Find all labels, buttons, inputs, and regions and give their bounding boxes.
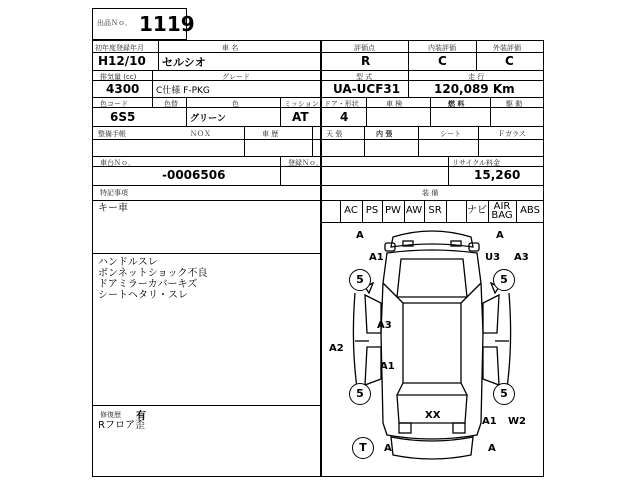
lot-box (92, 8, 195, 40)
note-line: ボンネットショック不良 (98, 268, 208, 279)
displacement-label: 排気量 (cc) (100, 73, 137, 81)
nox-label: ＮＯＸ (190, 130, 211, 138)
notes-list (98, 257, 208, 301)
grid-line (408, 40, 409, 70)
notes-label: 特記事項 (100, 189, 128, 197)
equip-blank (446, 201, 466, 221)
mileage-value: 120,089 Km (434, 82, 515, 96)
mileage-label: 走 行 (468, 73, 485, 81)
grid-line (92, 70, 544, 71)
damage-rear-right: A (488, 443, 496, 454)
damage-rear-left: A (384, 443, 392, 454)
equip-abs: ABS (520, 205, 540, 216)
equip-navi: ナビ (467, 205, 487, 216)
equip-airbag: AIR BAG (491, 201, 513, 221)
history-label: 車 歴 (262, 130, 279, 138)
tire-front-left: 5 (349, 269, 371, 291)
grid-line (448, 156, 449, 185)
score-value: R (361, 54, 371, 68)
grid-line (244, 126, 245, 156)
model-label: 型 式 (356, 73, 373, 81)
grid-line (418, 126, 419, 156)
grid-line (312, 126, 313, 156)
color-code-value: 6S5 (110, 110, 136, 124)
repair-label: 修復歴 (100, 411, 121, 419)
equip-ac: AC (344, 205, 358, 216)
grid-line (280, 97, 281, 126)
recycle-value: 15,260 (474, 168, 521, 182)
repair-detail: Rフロア歪 (98, 420, 145, 431)
interior-score-value: C (438, 54, 447, 68)
grid-line (478, 126, 479, 156)
damage-rear-right-a1: A1 (482, 416, 497, 427)
car-diagram (321, 223, 543, 476)
exterior-score-label: 外装評価 (493, 44, 521, 52)
note-line: ハンドルスレ (98, 257, 158, 268)
first-reg-label: 初年度登録年月 (95, 44, 144, 52)
color-value: グリーン (190, 114, 226, 124)
grid-line (476, 40, 477, 70)
car-name-label: 車 名 (222, 44, 239, 52)
inspection-label: 車 検 (386, 100, 403, 108)
grid-line (92, 156, 544, 157)
drive-label: 駆 動 (506, 100, 523, 108)
first-reg-value: H12/10 (98, 54, 146, 68)
color-code-label: 色コード (100, 100, 128, 108)
chassis-label: 車台Ｎｏ． (100, 159, 135, 167)
grid-line (364, 126, 365, 156)
grid-line (490, 97, 491, 126)
damage-left-front-door: A3 (377, 320, 392, 331)
damage-right-fender-a3: A3 (514, 252, 529, 263)
grid-line (158, 40, 159, 70)
damage-front-left: A (356, 230, 364, 241)
mission-value: AT (292, 110, 309, 124)
grid-line (92, 405, 320, 406)
grid-line (152, 70, 153, 107)
exterior-score-value: C (505, 54, 514, 68)
chassis-value: -0006506 (162, 168, 226, 182)
damage-left-side: A2 (329, 343, 344, 354)
note-line: シートヘタリ・スレ (98, 290, 188, 301)
grid-line (430, 97, 431, 126)
damage-left-rear-door: A1 (380, 361, 395, 372)
grid-line (92, 185, 544, 186)
equip-pw: PW (385, 205, 401, 216)
damage-rear-right-w2: W2 (508, 416, 526, 427)
car-name-value: セルシオ (162, 56, 206, 69)
grid-line (408, 70, 409, 97)
seat-label: シート (440, 130, 461, 138)
grid-line (366, 97, 367, 126)
grid-line (92, 126, 544, 127)
key-car-note: キー車 (98, 203, 128, 214)
grid-line (92, 253, 320, 254)
registration-label: 登録Ｎｏ． (288, 159, 323, 167)
interior-trim-label: 内 張 (376, 130, 393, 138)
tire-rear-right: 5 (493, 383, 515, 405)
damage-left-fender: A1 (369, 252, 384, 263)
spare-tire: T (352, 437, 374, 459)
grid-line (186, 97, 187, 126)
grade-value: C仕様 F-PKG (156, 86, 210, 96)
grade-label: グレード (222, 73, 250, 81)
door-value: 4 (340, 110, 349, 124)
grid-line (92, 97, 544, 98)
recycle-label: リサイクル料金 (452, 159, 501, 167)
equip-ps: PS (365, 205, 379, 216)
equip-sr: SR (428, 205, 442, 216)
model-value: UA-UCF31 (333, 82, 401, 96)
repair-value: 有 (136, 411, 146, 422)
lot-label: 出品Ｎｏ． (97, 19, 132, 27)
equip-aw: AW (405, 205, 423, 216)
lot-number: 1119 (139, 12, 195, 36)
grid-line (92, 139, 544, 140)
maintenance-label: 整備手帳 (98, 130, 126, 138)
note-line: ドアミラーカバーキズ (98, 279, 198, 290)
grid-line (280, 156, 281, 185)
score-label: 評価点 (354, 44, 375, 52)
damage-right-fender-u3: U3 (485, 252, 501, 263)
fuel-label: 燃 料 (448, 100, 465, 108)
interior-score-label: 内装評価 (428, 44, 456, 52)
equipment-label: 装 備 (422, 189, 439, 197)
tire-front-right: 5 (493, 269, 515, 291)
glass-label: Ｆガラス (498, 130, 526, 138)
roof-label: 天 張 (326, 130, 343, 138)
color-label: 色 (232, 100, 239, 108)
door-label: ドア・形状 (324, 100, 359, 108)
damage-trunk: XX (425, 410, 441, 421)
tire-rear-left: 5 (349, 383, 371, 405)
displacement-value: 4300 (106, 82, 140, 96)
mission-label: ミッション (284, 100, 319, 108)
color-change-label: 色替 (164, 100, 178, 108)
damage-front-right: A (496, 230, 504, 241)
